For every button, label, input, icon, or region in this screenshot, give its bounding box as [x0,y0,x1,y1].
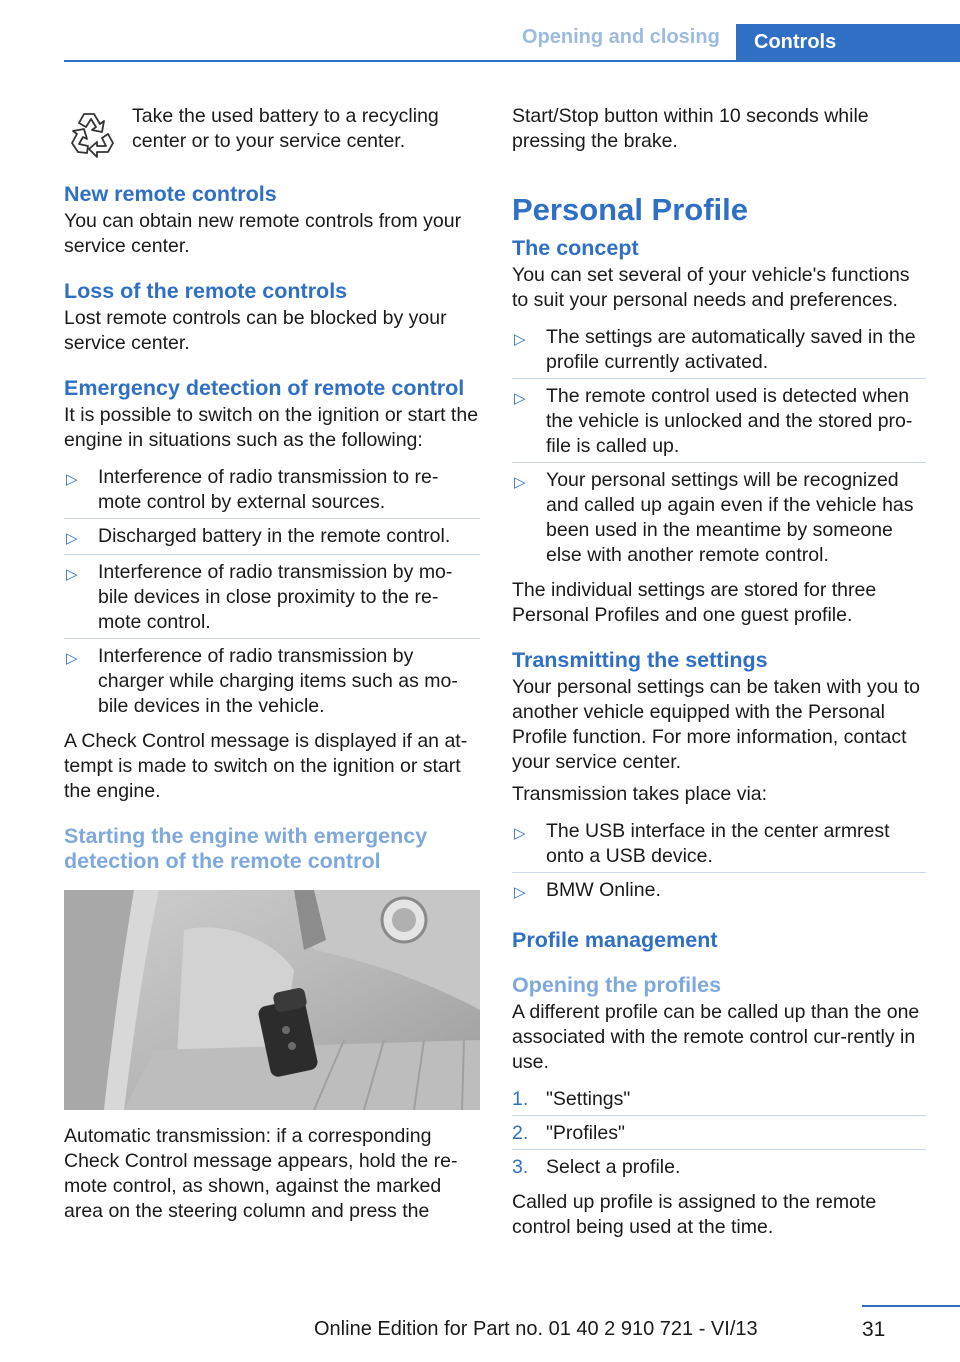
list-item: ▷ The remote control used is detected when the vehicle is unlocked and the stored pro‐file is called up. [512,379,926,463]
footer-rule [862,1305,960,1307]
concept-after: The individual settings are stored for three Personal Profiles and one guest profile. [512,579,877,626]
triangle-bullet-icon: ▷ [514,825,526,842]
management-heading: Profile management [512,928,718,952]
recycle-note [64,104,480,162]
list-item: 2. "Profiles" [512,1116,926,1150]
section-title: Personal Profile [512,192,749,227]
concept-heading: The concept [512,236,639,260]
concept-text: You can set several of your vehicle's functions to suit your personal needs and preferences. [512,264,910,311]
emergency-heading: Emergency detection of remote control [64,376,465,400]
list-item: ▷ BMW Online. [512,873,926,908]
new-remote-text: You can obtain new remote controls from your service center. [64,210,462,257]
starting-heading: Starting the engine with emergency detection of the remote control [64,824,428,873]
triangle-bullet-icon: ▷ [66,650,78,667]
transmitting-via: Transmission takes place via: [512,783,768,805]
transmitting-heading: Transmitting the settings [512,648,768,672]
triangle-bullet-icon: ▷ [66,471,78,488]
list-item: ▷ Interference of radio transmission by mo‐bile devices in close proximity to the re‐mote control. [64,555,480,639]
loss-text: Lost remote controls can be blocked by your service center. [64,307,447,354]
triangle-bullet-icon: ▷ [514,474,526,491]
list-item: ▷ Interference of radio transmission by charger while charging items such as mo‐bile devices in the vehicle. [66,645,458,717]
header-tab-label: Controls [754,31,837,53]
header-rule [64,60,960,62]
list-item: 1. "Settings" [512,1082,926,1116]
new-remote-heading: New remote controls [64,182,277,206]
triangle-bullet-icon: ▷ [66,530,78,547]
transmitting-list [512,814,926,908]
edition-text: Online Edition for Part no. 01 40 2 910 721 - VI/13 [314,1318,758,1340]
list-item: 3. Select a profile. [512,1156,681,1178]
list-item: ▷ The settings are automatically saved in the profile currently activated. [512,320,926,379]
recycle-icon [64,106,120,162]
left-column [64,104,480,1231]
list-item: ▷ Your personal settings will be recognized and called up again even if the vehicle has been used in the meantime by someone else with another remote control. [514,469,914,566]
list-item: ▷ Interference of radio transmission to re‐mote control by external sources. [64,460,480,519]
opening-text: A different profile can be called up than the one associated with the remote control cur‐rently in use. [512,1001,920,1073]
page-header [0,0,960,62]
concept-list [512,320,926,571]
opening-steps [512,1082,926,1183]
triangle-bullet-icon: ▷ [514,884,526,901]
triangle-bullet-icon: ▷ [66,566,78,583]
triangle-bullet-icon: ▷ [514,331,526,348]
list-item: ▷ Discharged battery in the remote control. [64,519,480,555]
opening-after: Called up profile is assigned to the remote control being used at the time. [512,1191,877,1238]
triangle-bullet-icon: ▷ [514,390,526,407]
opening-heading: Opening the profiles [512,973,722,997]
steering-column-photo [64,890,480,1110]
transmitting-text: Your personal settings can be taken with you to another vehicle equipped with the Personal Profile function. For more information, contact your service center. [512,676,920,773]
header-tab [736,24,960,60]
emergency-intro: It is possible to switch on the ignition or start the engine in situations such as the following: [64,404,479,451]
loss-heading: Loss of the remote controls [64,279,348,303]
list-item: ▷ The USB interface in the center armrest onto a USB device. [512,814,926,873]
starting-caption: Automatic transmission: if a corresponding Check Control message appears, hold the re‐mote control, as shown, against the marked area on the steering column and press the [64,1125,458,1222]
recycle-text: Take the used battery to a recycling center or to your service center. [132,105,439,152]
header-section-title: Opening and closing [522,26,720,48]
continuation-text: Start/Stop button within 10 seconds while pressing the brake. [512,105,869,152]
emergency-list [64,460,480,722]
right-column [512,104,926,1247]
page-number: 31 [862,1318,886,1341]
emergency-after: A Check Control message is displayed if an at‐tempt is made to switch on the ignition or start the engine. [64,730,468,802]
